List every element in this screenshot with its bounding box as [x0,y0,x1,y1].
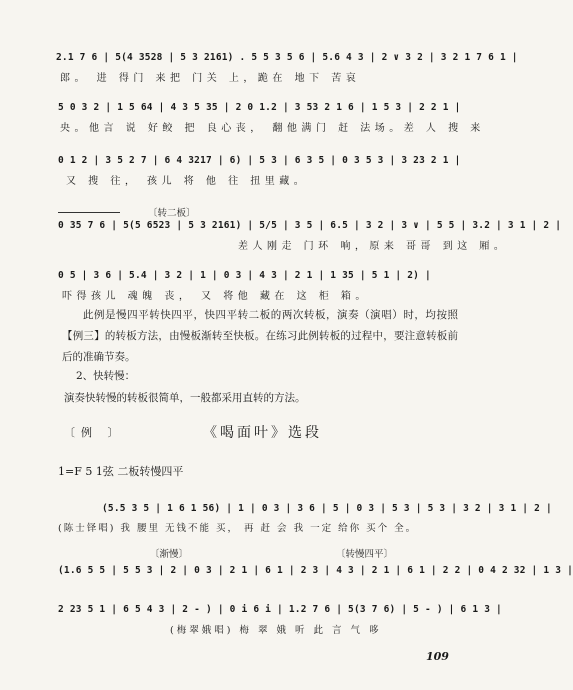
lyrics-line-2: 央。他言 说 好鲛 把 良心丧， 翻他满门 赶 法场。差 人 搜 来 [60,123,485,134]
example-lyrics-3: (梅翠娥唱) 梅 翠 娥 听 此 言 气 哆 [170,625,382,636]
notation-line-2: 5 0 3 2 | 1 5 64 | 4 3 5 35 | 2 0 1.2 | 3 53 2 1 6 | 1 5 3 | 2 2 1 | [58,102,461,113]
page-number: 109 [426,650,449,663]
section-text: 演奏快转慢的转板很简单，一般都采用直转的方法。 [64,392,306,404]
example-notation-1: (5.5 3 5 | 1 6 1 56) | 1 | 0 3 | 3 6 | 5 | 0 3 | 5 3 | 5 3 | 3 2 | 3 1 | 2 | [102,503,552,514]
lyrics-line-4: 差人刚走 门环 响，原来 哥哥 到这 厢。 [238,241,509,252]
lyrics-line-1: 郎。 进 得门 来把 门关 上，跪在 地下 苦哀 [60,73,361,84]
example-title: 《喝面叶》选段 [203,425,322,441]
example-lyrics-1: (陈士铎唱) 我 腰里 无钱不能 买， 再 赶 会 我 一定 给你 买个 全。 [58,523,418,534]
notation-line-3: 0 1 2 | 3 5 2 7 | 6 4 3217 | 6) | 5 3 | 6 3 5 | 0 3 5 3 | 3 23 2 1 | [58,155,461,166]
notation-line-1: 2.1 7 6 | 5(4 3528 | 5 3 2161) . 5 5 3 5 6 | 5.6 4 3 | 2 ∨ 3 2 | 3 2 1 7 6 1 | [56,52,518,63]
tempo-marker-man-siping: 〔转慢四平〕 [336,549,394,560]
explanation-paragraph: 此例是慢四平转快四平，快四平转二板的两次转板，演奏（演唱）时，均按照【例三】的转板方法，由慢板渐转至快板。在练习此例转板的过程中，要注意转板前后的准确节奏。 [62,309,458,363]
lyrics-line-3: 又 搜 往， 孩儿 将 他 往 扭里藏。 [66,176,309,187]
notation-line-5: 0 5 | 3 6 | 5.4 | 3 2 | 1 | 0 3 | 4 3 | 2 1 | 1 35 | 5 1 | 2) | [58,270,431,281]
lyrics-line-5: 吓得孩儿 魂魄 丧， 又 将他 藏在 这 柜 箱。 [62,291,370,302]
notation-line-4: 0 35 7 6 | 5(5 6523 | 5 3 2161) | 5/5 | 3 5 | 6.5 | 3 2 | 3 ∨ | 5 5 | 3.2 | 3 1 | 2 | [58,220,562,231]
tempo-marker-ritard: 〔渐慢〕 [150,549,189,560]
key-signature-line: 1=F 5 1弦 二板转慢四平 [58,465,184,478]
tempo-marker-erban: 〔转二板〕 [148,208,196,219]
section-heading: 2、快转慢： [76,370,136,382]
example-label: 〔例 〕 [64,426,125,439]
example-notation-2: (1.6 5 5 | 5 5 3 | 2 | 0 3 | 2 1 | 6 1 | 2 3 | 4 3 | 2 1 | 6 1 | 2 2 | 0 4 2 32 | 1 3 | [58,565,573,576]
example-notation-3: 2 23 5 1 | 6 5 4 3 | 2 - ) | 0 i 6 i | 1.2 7 6 | 5(3 7 6) | 5 - ) | 6 1 3 | [58,604,502,615]
staff-rule [58,212,120,213]
